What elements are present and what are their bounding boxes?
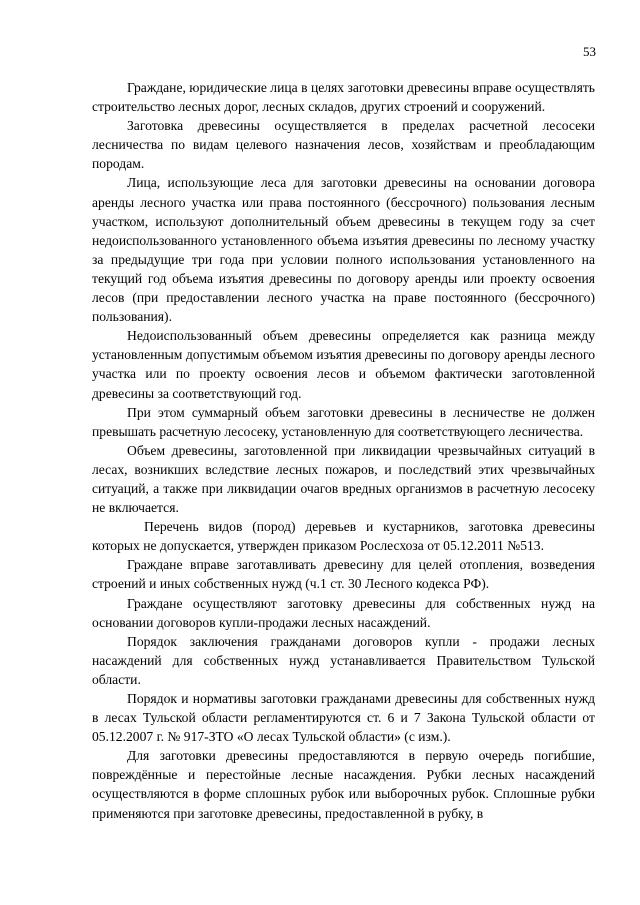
paragraph: Объем древесины, заготовленной при ликвидации чрезвычайных ситуаций в лесах, возникших вследствие лесных пожаров, и последствий этих чрезвычайных ситуаций, а также при ликвидации очагов вредных организмов в расчетную лесосеку не включается. [92,442,595,516]
paragraph: Порядок и нормативы заготовки гражданами древесины для собственных нужд в лесах Тульской области регламентируются ст. 6 и 7 Закона Тульской области от 05.12.2007 г. № 917-ЗТО «О лесах Тульской области» (с изм.). [92,691,595,745]
paragraph: Граждане, юридические лица в целях заготовки древесины вправе осуществлять строительство лесных дорог, лесных складов, других строений и сооружений. [92,80,595,115]
paragraph: При этом суммарный объем заготовки древесины в лесничестве не должен превышать расчетную лесосеку, установленную для соответствующего лесничества. [92,404,595,439]
paragraph: Недоиспользованный объем древесины определяется как разница между установленным допустимым объемом изъятия древесины по договору аренды лесного участка или по проекту освоения лесов и объемом фактически заготовленной древесины за соответствующий год. [92,328,595,401]
paragraph: Граждане осуществляют заготовку древесины для собственных нужд на основании договоров купли-продажи лесных насаждений. [92,595,595,630]
paragraph: Лица, использующие леса для заготовки древесины на основании договора аренды лесного участка или права постоянного (бессрочного) пользования лесным участком, используют дополнительный объем древесины в текущем году за счет недоиспользованного установленного объема изъятия древесины по лесному участку за предыдущие три года при условии полного использования установленного на текущий год объема изъятия древесины по договору аренды или проекту освоения лесов (при предоставлении лесного участка на праве постоянного (бессрочного) пользования). [92,175,595,325]
body-text [92,78,595,823]
page-number: 53 [583,44,596,59]
paragraph: Порядок заключения гражданами договоров купли - продажи лесных насаждений для собственных нужд устанавливается Правительством Тульской области. [92,633,595,687]
paragraph: Заготовка древесины осуществляется в пределах расчетной лесосеки лесничества по видам целевого назначения лесов, хозяйствам и преобладающим породам. [92,118,595,172]
paragraph: Для заготовки древесины предоставляются в первую очередь погибшие, повреждённые и перестойные лесные насаждения. Рубки лесных насаждений осуществляются в форме сплошных рубок или выборочных рубок. Сплошные рубки применяются при заготовке древесины, предоставленной в рубку, в [92,748,595,821]
paragraph: Перечень видов (пород) деревьев и кустарников, заготовка древесины которых не допускается, утвержден приказом Рослесхоза от 05.12.2011 №513. [92,519,595,554]
paragraph: Граждане вправе заготавливать древесину для целей отопления, возведения строений и иных собственных нужд (ч.1 ст. 30 Лесного кодекса РФ). [92,557,595,592]
